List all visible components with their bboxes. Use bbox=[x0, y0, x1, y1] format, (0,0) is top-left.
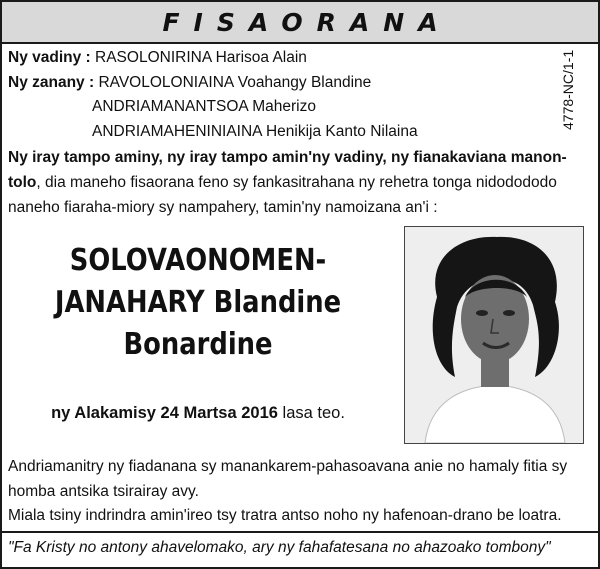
death-date-suffix: lasa teo. bbox=[277, 404, 345, 422]
title-bar bbox=[2, 2, 598, 44]
closing-line-1: Andriamanitry ny fiadanana sy manankarem-pahasoavana anie no hamaly fitia sy bbox=[8, 458, 568, 475]
death-date bbox=[8, 404, 388, 423]
father-name: RASOLONIRINA Harisoa Alain bbox=[95, 49, 307, 66]
death-date-text: ny Alakamisy 24 Martsa 2016 bbox=[51, 404, 278, 422]
closing-line-2: homba antsika tsirairay avy. bbox=[8, 483, 199, 500]
notice-title: FISAORANA bbox=[162, 7, 452, 37]
father-label: Ny vadiny : bbox=[8, 49, 91, 66]
intro-line-2-text: , dia maneho fisaorana feno sy fankasitrahana ny rehetra tonga nidodododo bbox=[36, 174, 557, 191]
children-row bbox=[8, 74, 371, 92]
intro-bold-word: tolo bbox=[8, 174, 37, 191]
intro-line-1: Ny iray tampo aminy, ny iray tampo amin'ny vadiny, ny fianakaviana manon- bbox=[8, 149, 567, 166]
bible-quote: "Fa Kristy no antony ahavelomako, ary ny fahafatesana no ahazoako tombony" bbox=[8, 539, 551, 556]
deceased-name-line: JANAHARY Blandine bbox=[54, 285, 342, 320]
child-name: ANDRIAMANANTSOA Maherizo bbox=[92, 98, 316, 115]
deceased-name-line: Bonardine bbox=[123, 327, 273, 362]
children-label: Ny zanany : bbox=[8, 74, 95, 91]
child-name: ANDRIAMAHENINIAINA Henikija Kanto Nilaina bbox=[92, 123, 418, 140]
deceased-photo bbox=[404, 226, 584, 444]
closing-line-3: Miala tsiny indrindra amin'ireo tsy tratra antso noho ny hafenoan-drano be loatra. bbox=[8, 507, 562, 524]
child-name: RAVOLOLONIAINA Voahangy Blandine bbox=[98, 74, 372, 91]
deceased-name bbox=[35, 240, 362, 366]
father-row bbox=[8, 49, 307, 67]
deceased-name-line: SOLOVAONOMEN- bbox=[69, 243, 327, 278]
intro-line-2 bbox=[8, 174, 557, 192]
portrait-image bbox=[405, 227, 583, 443]
divider bbox=[2, 531, 598, 533]
intro-line-3: naneho fiaraha-miory sy nampahery, tamin'ny namoizana an'i : bbox=[8, 199, 438, 216]
reference-code: 4778-NC/1-1 bbox=[560, 50, 576, 131]
